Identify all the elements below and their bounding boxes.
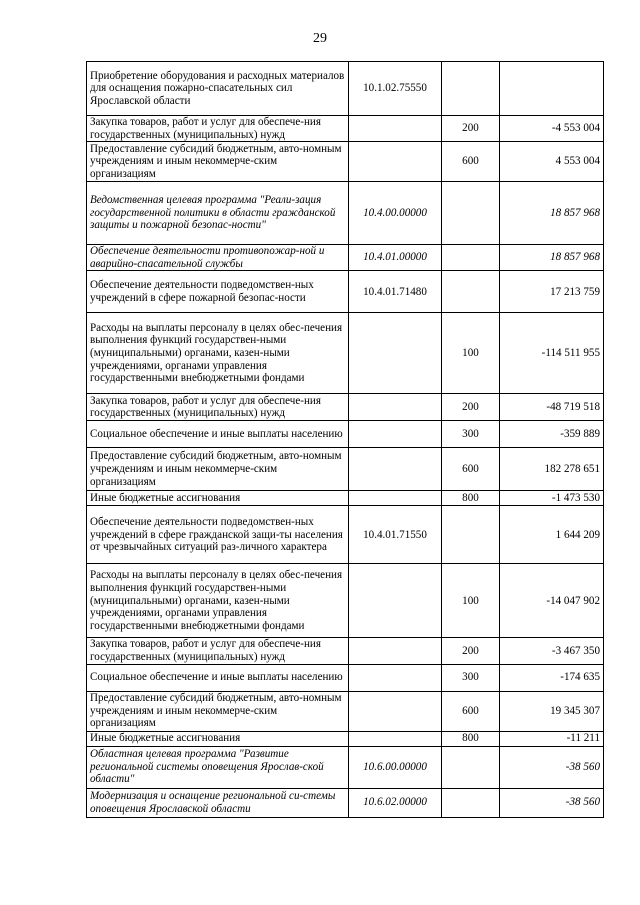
table-row (87, 245, 604, 271)
cell-name: Обеспечение деятельности подведомствен-ных учреждений в сфере пожарной безопас-ности (87, 271, 349, 313)
table-row (87, 506, 604, 564)
cell-amount: 19 345 307 (500, 691, 604, 731)
cell-target-code: 10.6.02.00000 (349, 788, 442, 817)
cell-expense-type: 600 (442, 142, 500, 182)
cell-name: Закупка товаров, работ и услуг для обеспече-ния государственных (муниципальных) нужд (87, 394, 349, 421)
cell-amount: -4 553 004 (500, 116, 604, 142)
cell-name: Расходы на выплаты персоналу в целях обес-печения выполнения функций государствен-ными (муниципальными) органами, казен-ными учреждениями, органами управления государственными внебюджетными фондами (87, 564, 349, 638)
cell-name: Закупка товаров, работ и услуг для обеспече-ния государственных (муниципальных) нужд (87, 638, 349, 664)
cell-amount: -38 560 (500, 746, 604, 788)
cell-amount: -38 560 (500, 788, 604, 817)
budget-table-body (87, 62, 604, 818)
cell-target-code (349, 638, 442, 664)
table-row (87, 313, 604, 394)
cell-amount (500, 62, 604, 116)
table-row (87, 394, 604, 421)
cell-target-code (349, 491, 442, 506)
cell-target-code: 10.4.01.00000 (349, 245, 442, 271)
cell-amount: -48 719 518 (500, 394, 604, 421)
cell-target-code: 10.4.00.00000 (349, 182, 442, 245)
cell-expense-type: 300 (442, 664, 500, 691)
cell-expense-type (442, 62, 500, 116)
budget-table (86, 61, 604, 818)
cell-amount: 4 553 004 (500, 142, 604, 182)
cell-name: Ведомственная целевая программа "Реали-зация государственной политики в области гражданской защиты и пожарной безопас-ности" (87, 182, 349, 245)
table-row (87, 491, 604, 506)
cell-name: Предоставление субсидий бюджетным, авто-номным учреждениям и иным некоммерче-ским организациям (87, 448, 349, 491)
table-row (87, 62, 604, 116)
cell-amount: -114 511 955 (500, 313, 604, 394)
cell-expense-type: 800 (442, 491, 500, 506)
cell-name: Предоставление субсидий бюджетным, авто-номным учреждениям и иным некоммерче-ским организациям (87, 691, 349, 731)
cell-name: Предоставление субсидий бюджетным, авто-номным учреждениям и иным некоммерче-ским организациям (87, 142, 349, 182)
table-row (87, 788, 604, 817)
cell-amount: 182 278 651 (500, 448, 604, 491)
cell-expense-type (442, 746, 500, 788)
cell-name: Закупка товаров, работ и услуг для обеспече-ния государственных (муниципальных) нужд (87, 116, 349, 142)
table-row (87, 116, 604, 142)
table-row (87, 564, 604, 638)
cell-name: Социальное обеспечение и иные выплаты населению (87, 664, 349, 691)
table-row (87, 448, 604, 491)
cell-target-code: 10.1.02.75550 (349, 62, 442, 116)
cell-name: Социальное обеспечение и иные выплаты населению (87, 421, 349, 448)
cell-target-code (349, 448, 442, 491)
cell-target-code: 10.4.01.71480 (349, 271, 442, 313)
cell-amount: 17 213 759 (500, 271, 604, 313)
cell-target-code (349, 313, 442, 394)
cell-expense-type: 800 (442, 731, 500, 746)
cell-expense-type: 300 (442, 421, 500, 448)
cell-name: Иные бюджетные ассигнования (87, 491, 349, 506)
cell-name: Модернизация и оснащение региональной си-стемы оповещения Ярославской области (87, 788, 349, 817)
cell-amount: 1 644 209 (500, 506, 604, 564)
cell-target-code (349, 731, 442, 746)
cell-target-code (349, 664, 442, 691)
table-row (87, 271, 604, 313)
table-row (87, 691, 604, 731)
cell-name: Приобретение оборудования и расходных материалов для оснащения пожарно-спасательных сил Ярославской области (87, 62, 349, 116)
cell-target-code: 10.6.00.00000 (349, 746, 442, 788)
cell-amount: -3 467 350 (500, 638, 604, 664)
cell-target-code: 10.4.01.71550 (349, 506, 442, 564)
cell-expense-type: 100 (442, 313, 500, 394)
cell-expense-type: 200 (442, 116, 500, 142)
cell-amount: -174 635 (500, 664, 604, 691)
cell-name: Иные бюджетные ассигнования (87, 731, 349, 746)
table-row (87, 638, 604, 664)
table-row (87, 142, 604, 182)
cell-amount: 18 857 968 (500, 245, 604, 271)
cell-expense-type: 600 (442, 691, 500, 731)
cell-target-code (349, 691, 442, 731)
page-number: 29 (313, 31, 327, 46)
cell-amount: -1 473 530 (500, 491, 604, 506)
cell-name: Обеспечение деятельности подведомствен-ных учреждений в сфере гражданской защи-ты населения от чрезвычайных ситуаций раз-личного характера (87, 506, 349, 564)
table-row (87, 731, 604, 746)
cell-target-code (349, 564, 442, 638)
table-row (87, 664, 604, 691)
cell-target-code (349, 394, 442, 421)
table-row (87, 746, 604, 788)
cell-target-code (349, 421, 442, 448)
cell-amount: 18 857 968 (500, 182, 604, 245)
cell-expense-type (442, 245, 500, 271)
table-row (87, 182, 604, 245)
cell-amount: -14 047 902 (500, 564, 604, 638)
table-row (87, 421, 604, 448)
cell-expense-type (442, 271, 500, 313)
cell-target-code (349, 116, 442, 142)
cell-expense-type (442, 506, 500, 564)
cell-expense-type: 600 (442, 448, 500, 491)
cell-amount: -359 889 (500, 421, 604, 448)
cell-name: Областная целевая программа "Развитие региональной системы оповещения Ярослав-ской области" (87, 746, 349, 788)
cell-expense-type (442, 182, 500, 245)
cell-name: Расходы на выплаты персоналу в целях обес-печения выполнения функций государствен-ными (муниципальными) органами, казен-ными учреждениями, органами управления государственными внебюджетными фондами (87, 313, 349, 394)
cell-expense-type (442, 788, 500, 817)
cell-expense-type: 200 (442, 638, 500, 664)
cell-amount: -11 211 (500, 731, 604, 746)
cell-target-code (349, 142, 442, 182)
cell-name: Обеспечение деятельности противопожар-ной и аварийно-спасательной службы (87, 245, 349, 271)
cell-expense-type: 200 (442, 394, 500, 421)
cell-expense-type: 100 (442, 564, 500, 638)
